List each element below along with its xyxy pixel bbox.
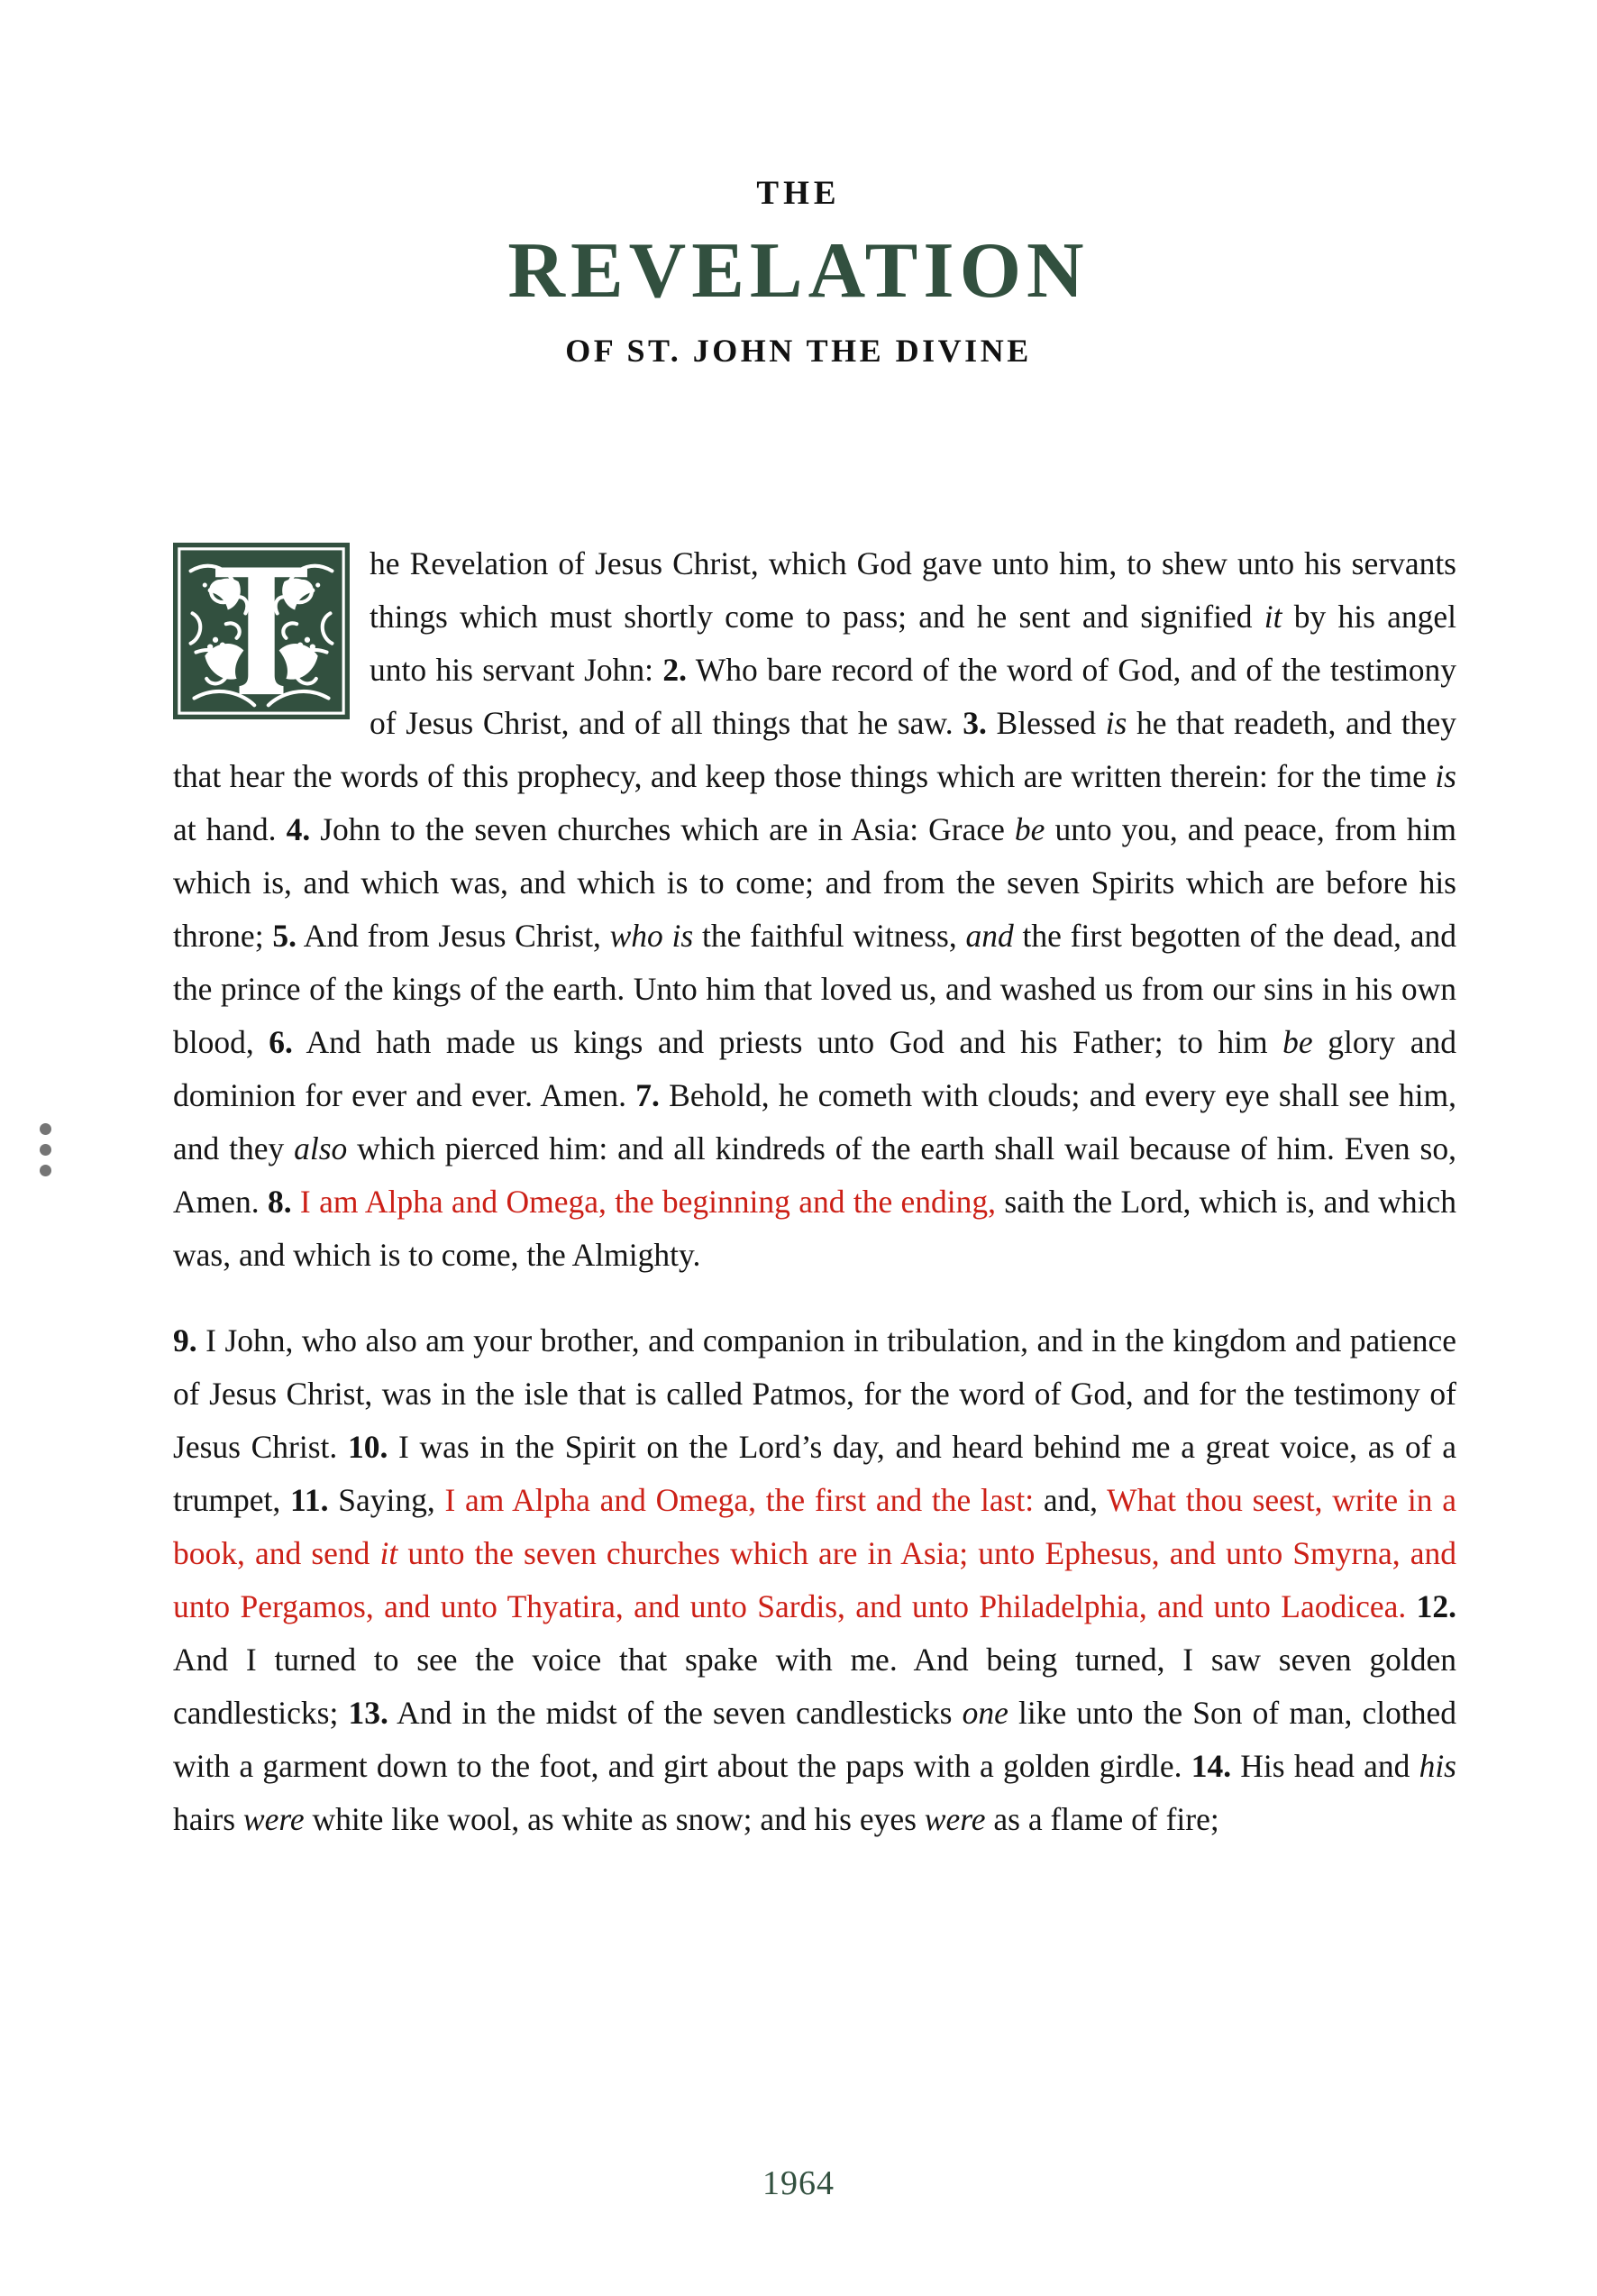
margin-dot-1: [40, 1123, 51, 1135]
ornamental-dropcap-icon: [173, 543, 350, 719]
title-the: THE: [756, 175, 841, 212]
text-run: Behold, he cometh with clouds; and every eye shall see him, and they: [173, 1076, 1456, 1166]
text-run: And in the midst of the seven candlesticks: [388, 1694, 963, 1731]
verse-number: 9.: [173, 1322, 197, 1358]
text-run: Saying,: [328, 1481, 445, 1518]
page-number: 1964: [762, 2164, 835, 2202]
italic-word: one: [962, 1694, 1008, 1731]
margin-dot-3: [40, 1165, 51, 1176]
italic-word: is: [1435, 757, 1456, 794]
verse-number: 6.: [269, 1023, 293, 1060]
verse-number: 14.: [1191, 1747, 1232, 1784]
red-letter-italic-word: it: [379, 1534, 398, 1571]
red-letter-text: unto the seven churches which are in Asia; unto Ephesus, and unto Smyrna, and unto Pergamos, and unto Thyatira, and unto Sardis, and unto Philadelphia, and unto Laodicea.: [173, 1534, 1456, 1624]
margin-dot-2: [40, 1144, 51, 1156]
verse-number: 3.: [963, 704, 987, 741]
italic-word: were: [242, 1800, 305, 1837]
text-run: And from Jesus Christ,: [296, 917, 610, 954]
text-run: by his angel unto his servant John:: [370, 598, 1456, 688]
text-run: glory and dominion for ever and ever. Amen.: [173, 1023, 1456, 1113]
verse-number: 2.: [662, 651, 687, 688]
text-run: as a flame of fire;: [985, 1800, 1219, 1837]
verse-number: 10.: [347, 1428, 388, 1465]
verse-number: 11.: [290, 1481, 329, 1518]
paragraph-verses-9-14: [173, 1314, 1456, 1846]
page-title: REVELATION: [507, 227, 1090, 315]
text-run: and,: [1034, 1481, 1108, 1518]
text-run: the faithful witness,: [693, 917, 966, 954]
verse-number: 5.: [272, 917, 297, 954]
italic-word: his: [1419, 1747, 1456, 1784]
text-run: he that readeth, and they that hear the words of this prophecy, and keep those things which are written therein: for the time: [173, 704, 1457, 794]
italic-word: it: [1264, 598, 1282, 635]
text-run: And I turned to see the voice that spake with me. And being turned, I saw seven golden candlesticks;: [173, 1641, 1456, 1731]
paragraph-verses-1-8: [173, 537, 1456, 1282]
text-run: which pierced him: and all kindreds of the earth shall wail because of him. Even so, Amen.: [173, 1130, 1456, 1220]
verse-number: 4.: [286, 810, 311, 847]
text-run: like unto the Son of man, clothed with a garment down to the foot, and girt about the paps with a golden girdle.: [173, 1694, 1456, 1784]
text-run: I John, who also am your brother, and companion in tribulation, and in the kingdom and patience of Jesus Christ, was in the isle that is called Patmos, for the word of God, and for the testimony of Jesus Christ.: [173, 1322, 1456, 1465]
text-run: Who bare record of the word of God, and of the testimony of Jesus Christ, and of all things that he saw.: [370, 651, 1456, 741]
italic-word: also: [294, 1130, 348, 1166]
text-run: [1406, 1588, 1416, 1624]
italic-word: were: [924, 1800, 986, 1837]
italic-word: be: [1014, 810, 1045, 847]
text-run: saith the Lord, which is, and which was, and which is to come, the Almighty.: [173, 1183, 1457, 1273]
title-subtitle: OF ST. JOHN THE DIVINE: [565, 333, 1032, 370]
red-letter-text: I am Alpha and Omega, the beginning and the ending,: [291, 1183, 997, 1220]
verse-number: 7.: [635, 1076, 660, 1113]
text-run: he Revelation of Jesus Christ, which God gave unto him, to shew unto his servants things which must shortly come to pass; and he sent and signified: [370, 544, 1456, 635]
text-run: And hath made us kings and priests unto God and his Father; to him: [292, 1023, 1283, 1060]
red-letter-text: I am Alpha and Omega, the first and the last:: [444, 1481, 1035, 1518]
text-run: Blessed: [986, 704, 1106, 741]
text-run: I was in the Spirit on the Lord’s day, and heard behind me a great voice, as of a trumpet,: [173, 1428, 1456, 1518]
chapter-title-block: [0, 175, 1597, 370]
text-run: white like wool, as white as snow; and his eyes: [304, 1800, 925, 1837]
italic-word: who is: [609, 917, 694, 954]
verse-number: 13.: [348, 1694, 388, 1731]
text-run: John to the seven churches which are in Asia: Grace: [310, 810, 1015, 847]
verse-number: 8.: [267, 1183, 292, 1220]
margin-indicator-dots[interactable]: [40, 1123, 58, 1185]
body-column: [173, 505, 1456, 1878]
italic-word: and: [965, 917, 1014, 954]
text-run: the first begotten of the dead, and the prince of the kings of the earth. Unto him that loved us, and washed us from our sins in his own blood,: [173, 917, 1456, 1060]
text-run: at hand.: [173, 810, 287, 847]
italic-word: be: [1282, 1023, 1313, 1060]
text-run: His head and: [1231, 1747, 1419, 1784]
verse-number: 12.: [1416, 1587, 1456, 1624]
red-letter-text: What thou seest, write in a book, and send: [173, 1481, 1457, 1571]
text-run: unto you, and peace, from him which is, and which was, and which is to come; and from the seven Spirits which are before his throne;: [173, 810, 1456, 954]
italic-word: is: [1105, 704, 1127, 741]
text-run: hairs: [173, 1800, 243, 1837]
